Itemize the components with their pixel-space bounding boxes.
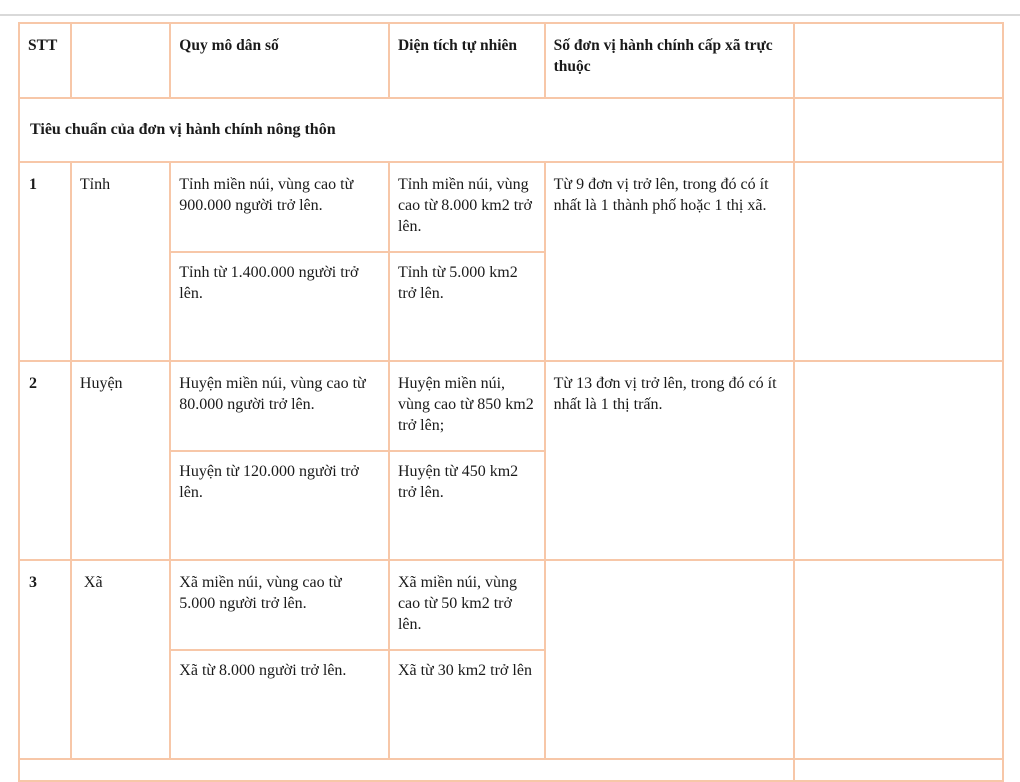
row-population-a: Xã miền núi, vùng cao từ 5.000 người trở lên.: [170, 560, 389, 650]
row-subunits: Từ 13 đơn vị trở lên, trong đó có ít nhất là 1 thị trấn.: [545, 361, 795, 560]
row-unit: Tỉnh: [71, 162, 170, 361]
row-area-b: Huyện từ 450 km2 trở lên.: [389, 451, 545, 560]
table-row: [19, 162, 1003, 252]
table-row: [19, 361, 1003, 451]
row-population-a: Huyện miền núi, vùng cao từ 80.000 người trở lên.: [170, 361, 389, 451]
row-population-a: Tỉnh miền núi, vùng cao từ 900.000 người trở lên.: [170, 162, 389, 252]
table-row: [19, 759, 1003, 781]
tail-extra: [794, 759, 1003, 781]
tail-cell: [19, 759, 794, 781]
row-population-b: Tỉnh từ 1.400.000 người trở lên.: [170, 252, 389, 361]
header-area: Diện tích tự nhiên: [389, 23, 545, 98]
header-blank: [71, 23, 170, 98]
section-title: Tiêu chuẩn của đơn vị hành chính nông thôn: [19, 98, 794, 162]
row-unit: Xã: [71, 560, 170, 759]
row-number: 3: [19, 560, 71, 759]
row-area-a: Tỉnh miền núi, vùng cao từ 8.000 km2 trở lên.: [389, 162, 545, 252]
row-area-a: Xã miền núi, vùng cao từ 50 km2 trở lên.: [389, 560, 545, 650]
section-extra: [794, 98, 1003, 162]
admin-unit-standards-table: [18, 22, 1004, 782]
row-extra: [794, 560, 1003, 759]
header-subunits: Số đơn vị hành chính cấp xã trực thuộc: [545, 23, 795, 98]
row-number: 1: [19, 162, 71, 361]
row-population-b: Huyện từ 120.000 người trở lên.: [170, 451, 389, 560]
document-page: [18, 22, 1004, 742]
row-subunits: [545, 560, 795, 759]
row-extra: [794, 361, 1003, 560]
row-population-b: Xã từ 8.000 người trở lên.: [170, 650, 389, 759]
table-row: [19, 560, 1003, 650]
row-area-a: Huyện miền núi, vùng cao từ 850 km2 trở lên;: [389, 361, 545, 451]
header-population: Quy mô dân số: [170, 23, 389, 98]
row-area-b: Tỉnh từ 5.000 km2 trở lên.: [389, 252, 545, 361]
table-header-row: [19, 23, 1003, 98]
row-extra: [794, 162, 1003, 361]
row-subunits: Từ 9 đơn vị trở lên, trong đó có ít nhất là 1 thành phố hoặc 1 thị xã.: [545, 162, 795, 361]
row-area-b: Xã từ 30 km2 trở lên: [389, 650, 545, 759]
section-row: [19, 98, 1003, 162]
header-extra: [794, 23, 1003, 98]
header-stt: STT: [19, 23, 71, 98]
page-top-divider: [0, 14, 1020, 16]
row-number: 2: [19, 361, 71, 560]
row-unit: Huyện: [71, 361, 170, 560]
